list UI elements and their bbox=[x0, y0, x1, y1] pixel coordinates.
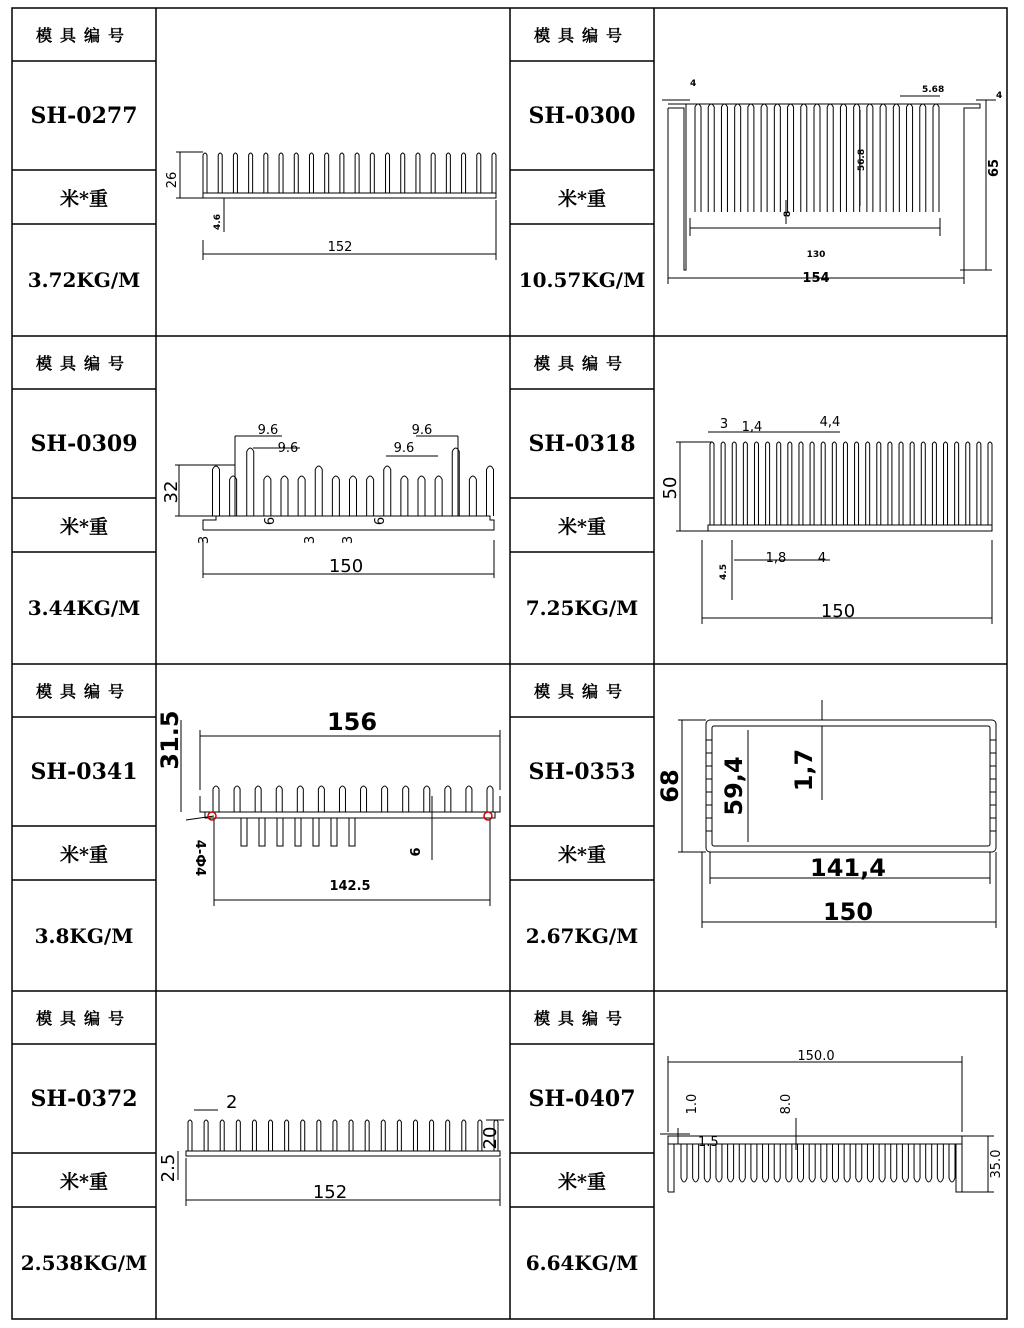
profile-drawing-sh-0300 bbox=[662, 96, 996, 284]
fin bbox=[269, 1120, 273, 1151]
fin bbox=[397, 1120, 401, 1151]
dim-label: 6 bbox=[263, 516, 278, 526]
fin bbox=[888, 442, 892, 525]
weight-value: 10.57KG/M bbox=[518, 268, 646, 292]
weight-value: 2.67KG/M bbox=[525, 923, 639, 948]
fin bbox=[230, 476, 237, 516]
dim-label: 3 bbox=[303, 535, 318, 545]
fin bbox=[424, 786, 430, 812]
dim-label: 4.6 bbox=[213, 214, 223, 230]
fin bbox=[315, 466, 322, 516]
fin bbox=[867, 104, 873, 212]
profile-drawing-sh-0407 bbox=[660, 1056, 994, 1192]
fin bbox=[403, 786, 409, 812]
fin bbox=[213, 466, 220, 516]
fin bbox=[840, 104, 846, 212]
dim-label: 1.5 bbox=[698, 1135, 719, 1150]
fin bbox=[832, 442, 836, 525]
fin bbox=[809, 1144, 815, 1182]
mold-no-header: 模具编号 bbox=[533, 26, 630, 45]
weight-label: 米*重 bbox=[558, 187, 606, 210]
dim-label: 6 bbox=[409, 847, 424, 857]
fin bbox=[856, 1144, 862, 1182]
fin bbox=[247, 448, 254, 516]
fin bbox=[877, 442, 881, 525]
fin bbox=[241, 818, 247, 846]
dim-label: 152 bbox=[312, 1182, 348, 1203]
mold-code: SH-0277 bbox=[30, 102, 138, 129]
dim-label: 50 bbox=[660, 476, 681, 500]
fin bbox=[317, 1120, 321, 1151]
fin bbox=[774, 104, 780, 212]
weight-value: 2.538KG/M bbox=[20, 1251, 148, 1275]
fin bbox=[728, 1144, 734, 1182]
fin bbox=[708, 104, 714, 212]
fin bbox=[786, 1144, 792, 1182]
fin bbox=[721, 104, 727, 212]
weight-label: 米*重 bbox=[60, 515, 108, 538]
dim-label: 152 bbox=[327, 240, 353, 255]
dim-label: 150 bbox=[328, 556, 364, 577]
fin bbox=[301, 1120, 305, 1151]
fin bbox=[294, 153, 298, 193]
fin bbox=[298, 476, 305, 516]
dim-label: 26 bbox=[165, 171, 180, 189]
fin bbox=[445, 786, 451, 812]
dim-label: 65 bbox=[987, 158, 1002, 178]
mold-code: SH-0407 bbox=[528, 1085, 636, 1112]
fin bbox=[361, 786, 367, 812]
fin bbox=[492, 153, 496, 193]
fin bbox=[339, 786, 345, 812]
dim-label: 141,4 bbox=[810, 854, 886, 882]
fin bbox=[349, 1120, 353, 1151]
fin bbox=[384, 466, 391, 516]
fin bbox=[297, 786, 303, 812]
fin bbox=[880, 104, 886, 212]
dim-label: 9.6 bbox=[393, 441, 415, 456]
weight-value: 3.8KG/M bbox=[34, 923, 134, 948]
weight-value: 3.72KG/M bbox=[27, 268, 141, 292]
fin bbox=[446, 153, 450, 193]
fin bbox=[955, 442, 959, 525]
fin bbox=[203, 153, 207, 193]
fin bbox=[754, 442, 758, 525]
fin bbox=[332, 476, 339, 516]
mold-no-header: 模具编号 bbox=[35, 26, 132, 45]
fin bbox=[735, 104, 741, 212]
fin bbox=[907, 104, 913, 212]
dim-label: 4,4 bbox=[819, 415, 841, 430]
fin bbox=[844, 1144, 850, 1182]
fin bbox=[259, 818, 265, 846]
fin bbox=[798, 1144, 804, 1182]
dim-label: 31.5 bbox=[156, 710, 184, 770]
fin bbox=[349, 818, 355, 846]
fin bbox=[821, 1144, 827, 1182]
fin bbox=[355, 153, 359, 193]
fin bbox=[933, 104, 939, 212]
fin bbox=[921, 442, 925, 525]
fin bbox=[277, 818, 283, 846]
dim-label: 5.68 bbox=[922, 85, 945, 95]
fin bbox=[279, 153, 283, 193]
dim-label: 20 bbox=[480, 1126, 501, 1150]
fin bbox=[466, 786, 472, 812]
fin bbox=[893, 104, 899, 212]
dim-label: 9.6 bbox=[257, 423, 279, 438]
fin bbox=[902, 1144, 908, 1182]
dim-label: 8 bbox=[783, 210, 793, 218]
fin bbox=[416, 153, 420, 193]
dim-label: 4 bbox=[690, 79, 697, 89]
weight-value: 6.64KG/M bbox=[525, 1251, 639, 1275]
dim-label: 156 bbox=[326, 708, 378, 736]
fin bbox=[386, 153, 390, 193]
profile-drawing-sh-0318 bbox=[676, 432, 992, 624]
fin bbox=[788, 104, 794, 212]
fin bbox=[236, 1120, 240, 1151]
fin bbox=[743, 442, 747, 525]
fin bbox=[462, 1120, 466, 1151]
dim-label: 142.5 bbox=[329, 879, 371, 894]
fin bbox=[276, 786, 282, 812]
fin bbox=[879, 1144, 885, 1182]
dim-label: 4.5 bbox=[719, 564, 729, 580]
fin bbox=[204, 1120, 208, 1151]
weight-label: 米*重 bbox=[558, 1170, 606, 1193]
fin bbox=[821, 442, 825, 525]
fin bbox=[313, 818, 319, 846]
fin bbox=[774, 1144, 780, 1182]
fin bbox=[721, 442, 725, 525]
dim-label: 32 bbox=[161, 480, 182, 504]
fin bbox=[333, 1120, 337, 1151]
dim-label: 154 bbox=[802, 271, 830, 286]
mold-code: SH-0300 bbox=[528, 102, 636, 129]
fin bbox=[710, 442, 714, 525]
mold-code: SH-0372 bbox=[30, 1085, 138, 1112]
mold-no-header: 模具编号 bbox=[35, 1009, 132, 1028]
mold-code: SH-0341 bbox=[30, 758, 138, 785]
dim-label: 1,4 bbox=[741, 420, 763, 435]
fin bbox=[340, 153, 344, 193]
dim-label: 1,7 bbox=[790, 748, 818, 792]
mold-no-header: 模具编号 bbox=[35, 354, 132, 373]
fin bbox=[681, 1144, 687, 1182]
fin bbox=[761, 104, 767, 212]
dim-label: 4 bbox=[996, 91, 1003, 101]
fin bbox=[435, 476, 442, 516]
fin bbox=[814, 104, 820, 212]
fin bbox=[832, 1144, 838, 1182]
fin bbox=[766, 442, 770, 525]
fin bbox=[430, 1120, 434, 1151]
weight-label: 米*重 bbox=[558, 515, 606, 538]
fin bbox=[370, 153, 374, 193]
mold-no-header: 模具编号 bbox=[533, 354, 630, 373]
fin bbox=[281, 476, 288, 516]
fin bbox=[234, 786, 240, 812]
dim-label: 1.0 bbox=[685, 1093, 700, 1115]
mold-no-header: 模具编号 bbox=[533, 682, 630, 701]
dim-label: 6 bbox=[373, 516, 388, 526]
fin bbox=[220, 1120, 224, 1151]
fin bbox=[350, 476, 357, 516]
fin bbox=[255, 786, 261, 812]
weight-label: 米*重 bbox=[60, 1170, 108, 1193]
fin bbox=[855, 442, 859, 525]
fin bbox=[446, 1120, 450, 1151]
fin bbox=[751, 1144, 757, 1182]
fin bbox=[213, 786, 219, 812]
mold-no-header: 模具编号 bbox=[35, 682, 132, 701]
fin bbox=[988, 442, 992, 525]
fin bbox=[926, 1144, 932, 1182]
dim-label: 1,8 bbox=[765, 551, 787, 566]
fin bbox=[739, 1144, 745, 1182]
fin bbox=[413, 1120, 417, 1151]
fin bbox=[695, 104, 701, 212]
weight-label: 米*重 bbox=[60, 187, 108, 210]
fin bbox=[469, 476, 476, 516]
dim-label: 9.6 bbox=[277, 441, 299, 456]
dim-label: 2.5 bbox=[158, 1153, 179, 1183]
fin bbox=[325, 153, 329, 193]
dim-label: 130 bbox=[806, 250, 826, 260]
fin bbox=[788, 442, 792, 525]
dim-label: 56.8 bbox=[857, 148, 867, 172]
dim-label: 4 bbox=[817, 551, 827, 566]
mold-code: SH-0353 bbox=[528, 758, 636, 785]
fin bbox=[891, 1144, 897, 1182]
fin bbox=[252, 1120, 256, 1151]
fin bbox=[801, 104, 807, 212]
fin bbox=[285, 1120, 289, 1151]
dim-label: 3 bbox=[197, 535, 212, 545]
fin bbox=[264, 153, 268, 193]
fin bbox=[401, 476, 408, 516]
weight-label: 米*重 bbox=[60, 843, 108, 866]
fin bbox=[418, 476, 425, 516]
fin bbox=[331, 818, 337, 846]
dim-label: 150 bbox=[822, 898, 874, 926]
fin bbox=[944, 442, 948, 525]
dim-label: 2 bbox=[226, 1092, 238, 1113]
dim-label: 150.0 bbox=[797, 1049, 835, 1064]
fin bbox=[867, 1144, 873, 1182]
fin bbox=[218, 153, 222, 193]
fin bbox=[977, 442, 981, 525]
fin bbox=[763, 1144, 769, 1182]
fin bbox=[188, 1120, 192, 1151]
fin bbox=[910, 442, 914, 525]
fin bbox=[914, 1144, 920, 1182]
dim-label: 4-Ф4 bbox=[192, 839, 207, 877]
fin bbox=[249, 153, 253, 193]
fin bbox=[487, 786, 493, 812]
fin bbox=[431, 153, 435, 193]
fin bbox=[462, 153, 466, 193]
fin bbox=[318, 786, 324, 812]
fin bbox=[920, 104, 926, 212]
fin bbox=[899, 442, 903, 525]
fin bbox=[932, 442, 936, 525]
fin bbox=[777, 442, 781, 525]
mold-code: SH-0318 bbox=[528, 430, 636, 457]
fin bbox=[732, 442, 736, 525]
fin bbox=[748, 104, 754, 212]
fin bbox=[843, 442, 847, 525]
fin bbox=[966, 442, 970, 525]
fin bbox=[866, 442, 870, 525]
fin bbox=[381, 1120, 385, 1151]
fin bbox=[827, 104, 833, 212]
dim-label: 8.0 bbox=[779, 1093, 794, 1115]
fin bbox=[365, 1120, 369, 1151]
weight-label: 米*重 bbox=[558, 843, 606, 866]
dim-label: 3 bbox=[719, 417, 729, 432]
fin bbox=[295, 818, 301, 846]
fin bbox=[487, 466, 494, 516]
dim-label: 3 bbox=[341, 535, 356, 545]
mold-code: SH-0309 bbox=[30, 430, 138, 457]
fin bbox=[367, 476, 374, 516]
fin bbox=[949, 1144, 955, 1182]
weight-value: 7.25KG/M bbox=[525, 596, 639, 620]
mold-no-header: 模具编号 bbox=[533, 1009, 630, 1028]
weight-value: 3.44KG/M bbox=[27, 596, 141, 620]
dim-label: 68 bbox=[656, 769, 684, 803]
fin bbox=[799, 442, 803, 525]
fin bbox=[233, 153, 237, 193]
fin bbox=[401, 153, 405, 193]
fin bbox=[937, 1144, 943, 1182]
fin bbox=[810, 442, 814, 525]
fin bbox=[309, 153, 313, 193]
fin bbox=[382, 786, 388, 812]
dim-label: 150 bbox=[820, 601, 856, 622]
dim-label: 35.0 bbox=[989, 1149, 1004, 1179]
fin bbox=[477, 153, 481, 193]
dim-label: 9.6 bbox=[411, 423, 433, 438]
fin bbox=[264, 476, 271, 516]
dim-label: 59,4 bbox=[720, 756, 748, 816]
